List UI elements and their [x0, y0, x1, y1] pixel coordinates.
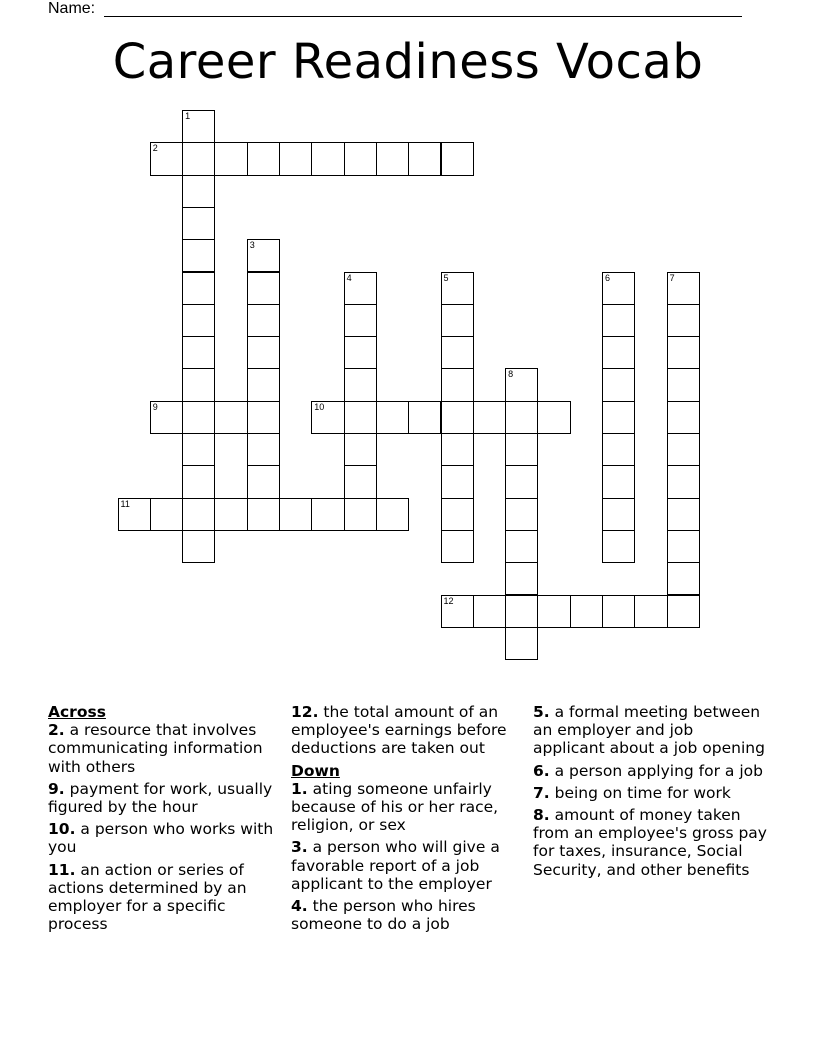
grid-cell[interactable] — [505, 562, 538, 595]
grid-cell[interactable] — [344, 272, 377, 305]
grid-cell[interactable] — [279, 142, 312, 175]
grid-cell[interactable] — [537, 595, 570, 628]
grid-cell[interactable] — [667, 498, 700, 531]
clue-down-3: 3. a person who will give a favorable report of a job applicant to the employer — [291, 838, 500, 893]
clue-down-8: 8. amount of money taken from an employee's gross pay for taxes, insurance, Social Security, and other benefits — [533, 806, 767, 879]
grid-cell[interactable] — [667, 595, 700, 628]
clues-column-2 — [291, 703, 525, 937]
grid-cell[interactable] — [247, 142, 280, 175]
grid-cell[interactable] — [441, 595, 474, 628]
grid-cell[interactable] — [505, 627, 538, 660]
clue-down-6: 6. a person applying for a job — [533, 761, 763, 780]
cell-number: 3 — [249, 240, 255, 251]
clue-down-7: 7. being on time for work — [533, 783, 731, 802]
grid-cell[interactable] — [441, 272, 474, 305]
grid-cell[interactable] — [344, 336, 377, 369]
grid-cell[interactable] — [344, 498, 377, 531]
grid-cell[interactable] — [182, 304, 215, 337]
cell-number: 4 — [346, 272, 352, 283]
grid-cell[interactable] — [634, 595, 667, 628]
clues-column-1 — [48, 703, 282, 937]
clue-down-5: 5. a formal meeting between an employer and job applicant about a job opening — [533, 703, 765, 758]
grid-cell[interactable] — [602, 368, 635, 401]
grid-cell[interactable] — [505, 595, 538, 628]
grid-cell[interactable] — [344, 142, 377, 175]
grid-cell[interactable] — [344, 433, 377, 466]
grid-cell[interactable] — [311, 142, 344, 175]
grid-cell[interactable] — [505, 465, 538, 498]
grid-cell[interactable] — [182, 530, 215, 563]
grid-cell[interactable] — [441, 433, 474, 466]
grid-cell[interactable] — [214, 142, 247, 175]
grid-cell[interactable] — [602, 465, 635, 498]
grid-cell[interactable] — [602, 401, 635, 434]
grid-cell[interactable] — [602, 595, 635, 628]
grid-cell[interactable] — [118, 498, 151, 531]
grid-cell[interactable] — [376, 498, 409, 531]
grid-cell[interactable] — [667, 401, 700, 434]
grid-cell[interactable] — [667, 530, 700, 563]
grid-cell[interactable] — [150, 498, 183, 531]
grid-cell[interactable] — [182, 433, 215, 466]
clues-column-3 — [533, 703, 767, 883]
grid-cell[interactable] — [182, 368, 215, 401]
grid-cell[interactable] — [602, 530, 635, 563]
grid-cell[interactable] — [150, 401, 183, 434]
grid-cell[interactable] — [344, 304, 377, 337]
grid-cell[interactable] — [602, 304, 635, 337]
grid-cell[interactable] — [376, 142, 409, 175]
grid-cell[interactable] — [214, 498, 247, 531]
grid-cell[interactable] — [279, 498, 312, 531]
clue-across-10: 10. a person who works with you — [48, 820, 274, 857]
grid-cell[interactable] — [247, 239, 280, 272]
grid-cell[interactable] — [505, 401, 538, 434]
cell-number: 12 — [443, 595, 454, 606]
grid-cell[interactable] — [247, 368, 280, 401]
grid-cell[interactable] — [441, 336, 474, 369]
cell-number: 8 — [508, 369, 514, 380]
grid-cell[interactable] — [247, 336, 280, 369]
grid-cell[interactable] — [182, 110, 215, 143]
puzzle-title: Career Readiness Vocab — [112, 34, 704, 90]
grid-cell[interactable] — [247, 272, 280, 305]
clue-across-2: 2. a resource that involves communicating information with others — [48, 721, 263, 776]
grid-cell[interactable] — [441, 530, 474, 563]
grid-cell[interactable] — [505, 498, 538, 531]
grid-cell[interactable] — [408, 142, 441, 175]
cell-number: 6 — [605, 272, 611, 283]
cell-number: 7 — [669, 272, 675, 283]
grid-cell[interactable] — [667, 368, 700, 401]
grid-cell[interactable] — [150, 142, 183, 175]
grid-cell[interactable] — [441, 368, 474, 401]
grid-cell[interactable] — [505, 433, 538, 466]
across-heading: Across — [48, 703, 106, 721]
grid-cell[interactable] — [182, 142, 215, 175]
grid-cell[interactable] — [570, 595, 603, 628]
grid-cell[interactable] — [247, 433, 280, 466]
grid-cell[interactable] — [344, 401, 377, 434]
clue-across-11: 11. an action or series of actions determined by an employer for a specific process — [48, 860, 247, 934]
clue-across-9: 9. payment for work, usually figured by the hour — [48, 779, 273, 817]
grid-cell[interactable] — [182, 175, 215, 208]
grid-cell[interactable] — [667, 336, 700, 369]
cell-number: 10 — [314, 401, 325, 412]
grid-cell[interactable] — [667, 562, 700, 595]
name-label: Name: — [48, 0, 96, 17]
grid-cell[interactable] — [247, 498, 280, 531]
grid-cell[interactable] — [602, 272, 635, 305]
grid-cell[interactable] — [473, 401, 506, 434]
grid-cell[interactable] — [408, 401, 441, 434]
grid-cell[interactable] — [667, 465, 700, 498]
grid-cell[interactable] — [344, 368, 377, 401]
grid-cell[interactable] — [441, 304, 474, 337]
grid-cell[interactable] — [602, 498, 635, 531]
grid-cell[interactable] — [602, 336, 635, 369]
grid-cell[interactable] — [505, 530, 538, 563]
grid-cell[interactable] — [182, 465, 215, 498]
grid-cell[interactable] — [247, 304, 280, 337]
grid-cell[interactable] — [441, 498, 474, 531]
grid-cell[interactable] — [247, 401, 280, 434]
cell-number: 5 — [443, 272, 449, 283]
grid-cell[interactable] — [667, 304, 700, 337]
grid-cell[interactable] — [311, 498, 344, 531]
clue-down-1: 1. ating someone unfairly because of his or her race, religion, or sex — [291, 779, 499, 835]
grid-cell[interactable] — [214, 401, 247, 434]
cell-number: 2 — [152, 143, 158, 154]
grid-cell[interactable] — [376, 401, 409, 434]
grid-cell[interactable] — [344, 465, 377, 498]
grid-cell[interactable] — [182, 498, 215, 531]
cell-number: 9 — [152, 401, 158, 412]
grid-cell[interactable] — [441, 401, 474, 434]
clue-across-12: 12. the total amount of an employee's earnings before deductions are taken out — [291, 703, 507, 758]
grid-cell[interactable] — [182, 207, 215, 240]
clue-down-4: 4. the person who hires someone to do a job — [291, 897, 476, 934]
grid-cell[interactable] — [667, 272, 700, 305]
grid-cell[interactable] — [473, 595, 506, 628]
cell-number: 11 — [120, 498, 130, 509]
grid-cell[interactable] — [182, 401, 215, 434]
grid-cell[interactable] — [441, 142, 474, 175]
grid-cell[interactable] — [182, 239, 215, 272]
cell-number: 1 — [185, 111, 191, 121]
grid-cell[interactable] — [505, 368, 538, 401]
grid-cell[interactable] — [441, 465, 474, 498]
grid-cell[interactable] — [602, 433, 635, 466]
grid-cell[interactable] — [182, 336, 215, 369]
grid-cell[interactable] — [182, 272, 215, 305]
grid-cell[interactable] — [537, 401, 570, 434]
grid-cell[interactable] — [247, 465, 280, 498]
grid-cell[interactable] — [311, 401, 344, 434]
grid-cell[interactable] — [667, 433, 700, 466]
down-heading: Down — [291, 761, 340, 780]
